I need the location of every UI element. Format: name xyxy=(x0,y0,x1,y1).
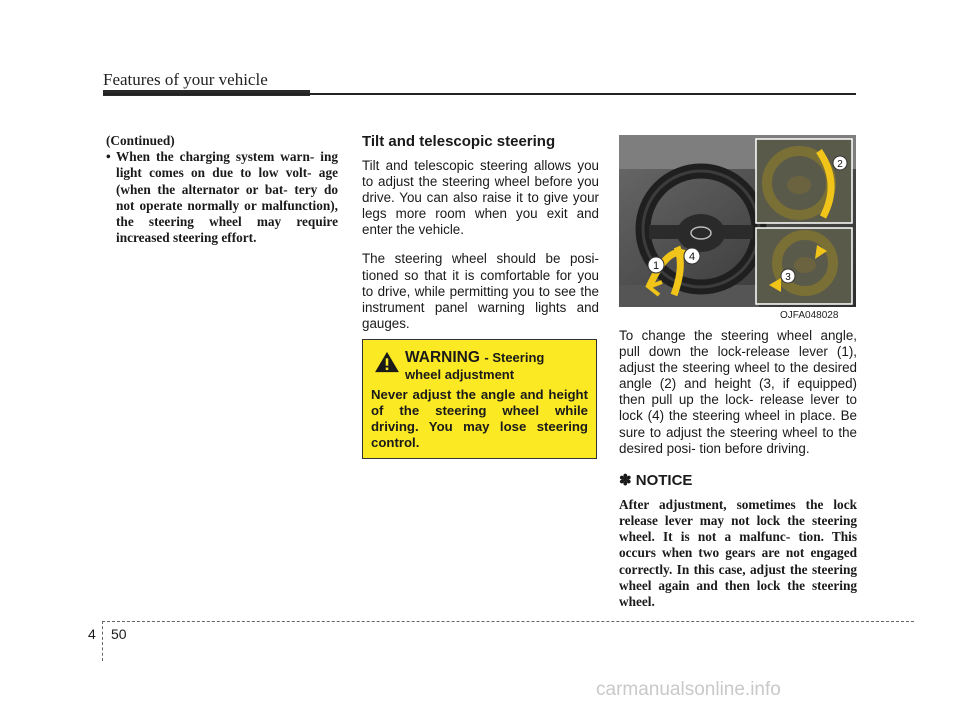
intro-paragraph: Tilt and telescopic steering allows you to adjust the steering wheel before you drive. You can also raise it to give your legs more room when you exit and enter the vehicle. xyxy=(362,158,599,238)
warning-word: WARNING xyxy=(405,349,480,366)
warning-triangle-icon xyxy=(373,351,401,373)
callout-4: 4 xyxy=(688,251,696,263)
warning-box xyxy=(362,339,597,459)
warning-subtitle-1: - Steering xyxy=(484,350,545,365)
warning-header xyxy=(371,349,588,383)
section-title: Tilt and telescopic steering xyxy=(362,133,556,150)
bullet-item xyxy=(106,149,338,246)
notice-label: NOTICE xyxy=(635,471,693,489)
callout-3: 3 xyxy=(785,272,791,283)
bullet-mark: • xyxy=(106,149,111,165)
page-number: 50 xyxy=(111,626,127,642)
right-column xyxy=(619,328,857,610)
middle-column xyxy=(362,133,599,345)
footer-rule xyxy=(102,621,914,622)
notice-title xyxy=(619,471,857,489)
chapter-number: 4 xyxy=(88,626,96,642)
left-column xyxy=(106,133,338,246)
notice-icon: ✽ xyxy=(619,471,632,489)
callout-1: 1 xyxy=(652,260,660,272)
watermark-text: carmanualsonline.info xyxy=(596,679,781,700)
header-title: Features of your vehicle xyxy=(103,70,268,89)
header-rule xyxy=(103,93,856,95)
bullet-text: When the charging system warn- ing light comes on due to low volt- age (when the alternator or bat- tery do not operate normally or malfunction), the steering wheel may require increased steering effort. xyxy=(116,149,338,246)
adjust-paragraph: To change the steering wheel angle, pull down the lock-release lever (1), adjust the steering wheel to the desired angle (2) and height (3, if equipped) then pull up the lock- release lever to lock (4) the steering wheel in place. Be sure to adjust the steering wheel to the desired posi- tion before driving. xyxy=(619,328,857,456)
notice-body: After adjustment, sometimes the lock release lever may not lock the steering wheel. It is not a malfunc- tion. This occurs when two gears are not engaged correctly. In this case, adjust the steering wheel again and then lock the steering wheel. xyxy=(619,496,857,609)
steering-wheel-figure xyxy=(619,135,856,307)
figure-code: OJFA048028 xyxy=(780,310,839,321)
continued-label: (Continued) xyxy=(106,133,175,148)
warning-body: Never adjust the angle and height of the steering wheel while driving. You may lose steering control. xyxy=(371,387,588,450)
steering-wheel-illustration xyxy=(619,135,856,307)
footer-divider xyxy=(102,621,103,661)
warning-subtitle-2: wheel adjustment xyxy=(405,367,515,382)
position-paragraph: The steering wheel should be posi- tioned so that it is comfortable for you to drive, while permitting you to see the instrument panel warning lights and gauges. xyxy=(362,251,599,331)
callout-2: 2 xyxy=(837,159,843,170)
